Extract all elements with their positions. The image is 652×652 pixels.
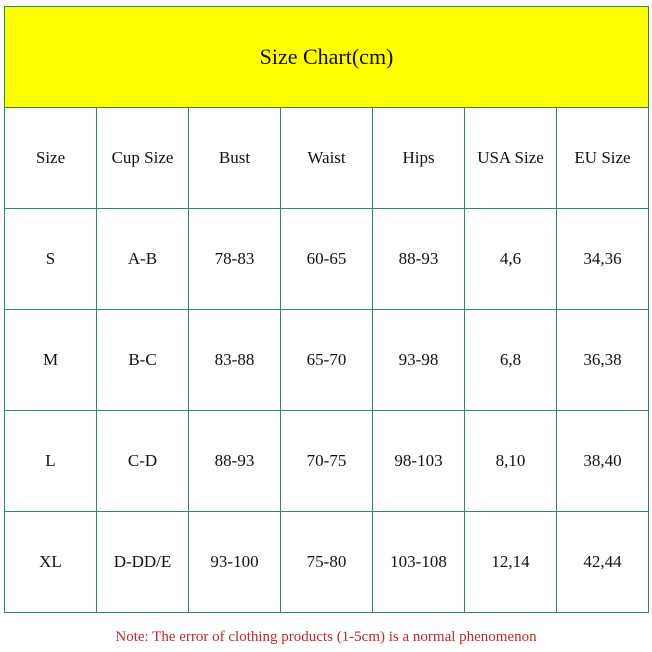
- column-header: USA Size: [465, 108, 557, 209]
- table-cell: 75-80: [281, 512, 373, 613]
- measurement-note: Note: The error of clothing products (1-5cm) is a normal phenomenon: [115, 629, 537, 645]
- table-cell: 4,6: [465, 209, 557, 310]
- header-row: [5, 108, 649, 209]
- table-cell: S: [5, 209, 97, 310]
- table-cell: L: [5, 411, 97, 512]
- table-cell: 6,8: [465, 310, 557, 411]
- table-row: [5, 310, 649, 411]
- table-cell: XL: [5, 512, 97, 613]
- table-cell: 38,40: [557, 411, 649, 512]
- table-cell: B-C: [97, 310, 189, 411]
- column-header: Hips: [373, 108, 465, 209]
- table-cell: 93-98: [373, 310, 465, 411]
- table-cell: 8,10: [465, 411, 557, 512]
- column-header: Bust: [189, 108, 281, 209]
- table-cell: D-DD/E: [97, 512, 189, 613]
- table-cell: 42,44: [557, 512, 649, 613]
- table-row: [5, 512, 649, 613]
- table-cell: 78-83: [189, 209, 281, 310]
- table-cell: 98-103: [373, 411, 465, 512]
- column-header: Size: [5, 108, 97, 209]
- table-cell: 70-75: [281, 411, 373, 512]
- chart-title: Size Chart(cm): [5, 7, 649, 108]
- column-header: EU Size: [557, 108, 649, 209]
- table-cell: 12,14: [465, 512, 557, 613]
- title-row: [5, 7, 649, 108]
- table-row: [5, 209, 649, 310]
- table-cell: 83-88: [189, 310, 281, 411]
- table-cell: C-D: [97, 411, 189, 512]
- table-cell: 34,36: [557, 209, 649, 310]
- table-row: [5, 411, 649, 512]
- column-header: Cup Size: [97, 108, 189, 209]
- column-header: Waist: [281, 108, 373, 209]
- table-cell: 65-70: [281, 310, 373, 411]
- table-cell: 93-100: [189, 512, 281, 613]
- table-cell: A-B: [97, 209, 189, 310]
- table-cell: 88-93: [189, 411, 281, 512]
- table-cell: M: [5, 310, 97, 411]
- table-cell: 103-108: [373, 512, 465, 613]
- size-chart-table: [4, 6, 649, 613]
- table-cell: 88-93: [373, 209, 465, 310]
- table-cell: 36,38: [557, 310, 649, 411]
- table-cell: 60-65: [281, 209, 373, 310]
